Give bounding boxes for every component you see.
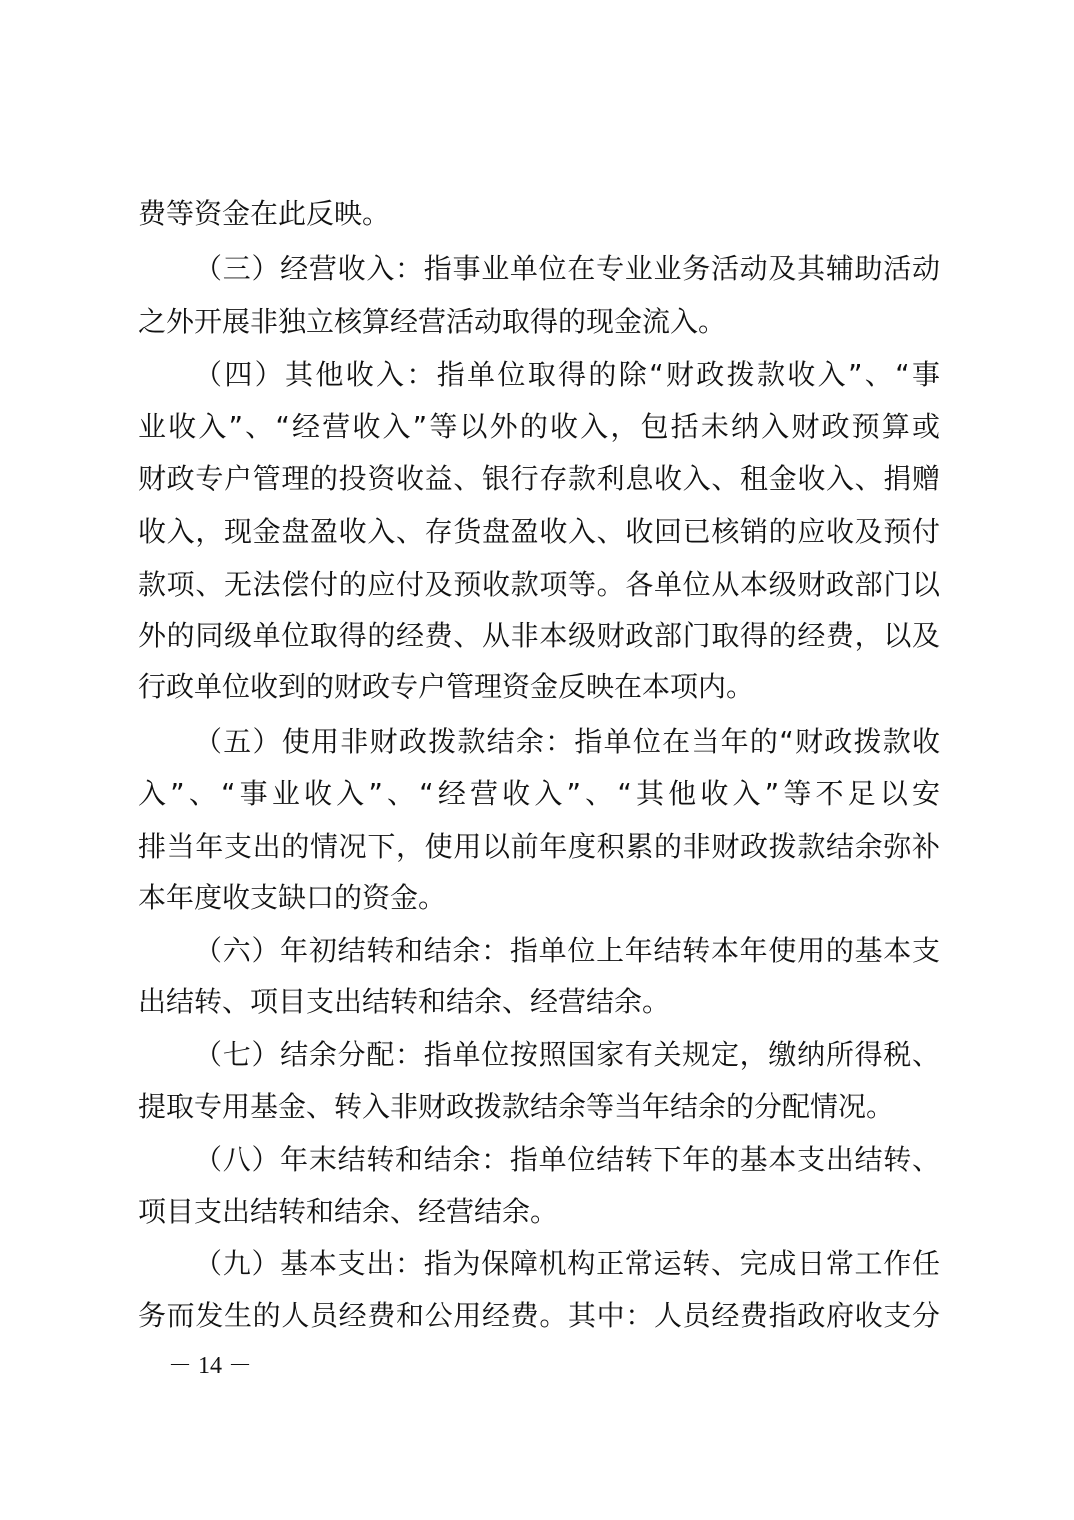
text-line: 本年度收支缺口的资金。 <box>138 881 447 914</box>
text-line: （九）基本支出：指为保障机构正常运转、完成日常工作任 <box>194 1247 940 1280</box>
text-line: （五）使用非财政拨款结余：指单位在当年的“财政拨款收 <box>194 725 940 758</box>
text-line: 行政单位收到的财政专户管理资金反映在本项内。 <box>138 670 755 703</box>
text-line: （七）结余分配：指单位按照国家有关规定，缴纳所得税、 <box>194 1038 940 1071</box>
text-line: 务而发生的人员经费和公用经费。其中：人员经费指政府收支分 <box>138 1299 940 1332</box>
text-line: 入”、“事业收入”、“经营收入”、“其他收入”等不足以安 <box>138 777 940 810</box>
text-line: 收入，现金盘盈收入、存货盘盈收入、收回已核销的应收及预付 <box>138 515 940 548</box>
text-line: （四）其他收入：指单位取得的除“财政拨款收入”、“事 <box>194 358 940 391</box>
text-line: （六）年初结转和结余：指单位上年结转本年使用的基本支 <box>194 934 940 967</box>
page-number: － 14 － <box>168 1353 252 1379</box>
text-line: 排当年支出的情况下，使用以前年度积累的非财政拨款结余弥补 <box>138 830 940 863</box>
text-line: 项目支出结转和结余、经营结余。 <box>138 1195 559 1228</box>
text-line: 款项、无法偿付的应付及预收款项等。各单位从本级财政部门以 <box>138 568 940 601</box>
text-line: 财政专户管理的投资收益、银行存款利息收入、租金收入、捐赠 <box>138 462 940 495</box>
text-line: （八）年末结转和结余：指单位结转下年的基本支出结转、 <box>194 1143 940 1176</box>
text-line: 外的同级单位取得的经费、从非本级财政部门取得的经费，以及 <box>138 619 940 652</box>
text-line: 之外开展非独立核算经营活动取得的现金流入。 <box>138 305 727 338</box>
text-line: 出结转、项目支出结转和结余、经营结余。 <box>138 985 671 1018</box>
text-line: 费等资金在此反映。 <box>138 197 391 230</box>
text-line: 提取专用基金、转入非财政拨款结余等当年结余的分配情况。 <box>138 1090 895 1123</box>
text-line: （三）经营收入：指事业单位在专业业务活动及其辅助活动 <box>194 252 940 285</box>
text-line: 业收入”、“经营收入”等以外的收入，包括未纳入财政预算或 <box>138 410 940 443</box>
